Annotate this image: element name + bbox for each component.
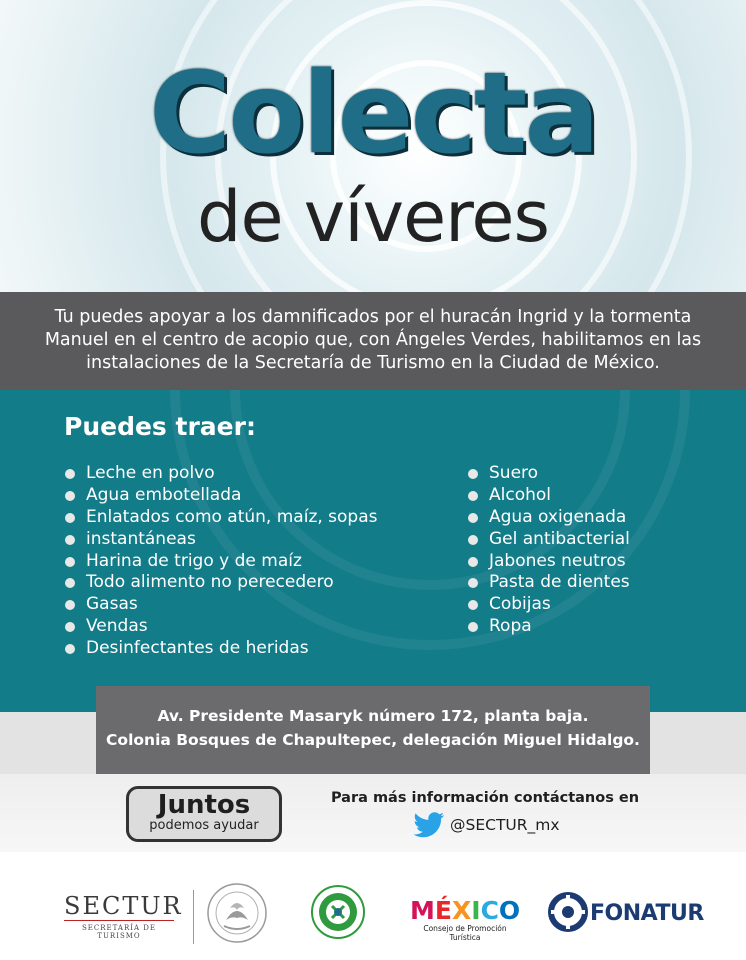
bullet-icon (468, 600, 478, 610)
list-item (65, 529, 378, 551)
list-item-label: Harina de trigo y de maíz (86, 550, 302, 571)
angeles-verdes-logo (311, 885, 365, 939)
fonatur-emblem-icon (548, 892, 588, 932)
badge-title: Juntos (157, 790, 251, 820)
list-item-label: Desinfectantes de heridas (86, 638, 309, 659)
fonatur-logo-text: FONATUR (590, 901, 704, 926)
list-heading: Puedes traer: (64, 412, 256, 441)
list-item (468, 551, 630, 573)
bullet-icon (468, 557, 478, 567)
bullet-icon (468, 491, 478, 501)
bullet-icon (468, 535, 478, 545)
logos-footer (0, 852, 746, 960)
bullet-icon (468, 622, 478, 632)
bullet-icon (65, 644, 75, 654)
twitter-bird-icon[interactable] (413, 812, 445, 838)
title-colecta: Colecta (149, 49, 597, 179)
bullet-icon (65, 622, 75, 632)
list-item-label: Alcohol (489, 484, 551, 505)
list-item-label: Agua oxigenada (489, 506, 627, 527)
bullet-icon (65, 557, 75, 567)
list-item (468, 507, 630, 529)
list-item-label: Agua embotellada (86, 484, 242, 505)
list-item-label: Jabones neutros (489, 550, 626, 571)
list-item (468, 572, 630, 594)
mexico-logo-subtitle: Consejo de Promoción Turística (423, 924, 507, 942)
list-item-label: Pasta de dientes (489, 572, 630, 593)
list-item (65, 572, 378, 594)
contact-band (0, 774, 746, 852)
items-section (0, 390, 746, 712)
list-item (65, 507, 378, 529)
bullet-icon (65, 513, 75, 523)
list-item-label: Gel antibacterial (489, 528, 630, 549)
items-list-left (65, 463, 378, 660)
contact-label: Para más información contáctanos en (330, 790, 640, 806)
list-item-label: Suero (489, 463, 539, 483)
list-item (468, 463, 630, 485)
logo-divider (193, 890, 194, 944)
list-item-label: Leche en polvo (86, 463, 215, 483)
sectur-logo-text: SECTUR (64, 892, 183, 920)
list-item-label: Gasas (86, 594, 138, 615)
bullet-icon (65, 535, 75, 545)
list-item-label: Todo alimento no perecedero (86, 572, 334, 593)
bullet-icon (65, 469, 75, 479)
mexico-logo-text: MÉXICO (410, 896, 521, 925)
list-item (65, 638, 378, 660)
list-item-label: Cobijas (489, 594, 551, 615)
list-item (468, 594, 630, 616)
list-item (468, 616, 630, 638)
list-item (65, 551, 378, 573)
twitter-handle[interactable]: @SECTUR_mx (450, 816, 560, 834)
bullet-icon (468, 469, 478, 479)
list-item-label: Vendas (86, 616, 148, 637)
list-item (65, 616, 378, 638)
list-item (468, 485, 630, 507)
list-item (468, 529, 630, 551)
items-list-right (468, 463, 630, 638)
mexico-logo (410, 898, 520, 942)
bullet-icon (65, 578, 75, 588)
address-line1: Av. Presidente Masaryk número 172, planta baja. (157, 707, 589, 725)
list-item (65, 594, 378, 616)
sectur-logo (64, 892, 183, 940)
bullet-icon (468, 513, 478, 523)
sectur-logo-subtitle: SECRETARÍA DE TURISMO (64, 920, 174, 940)
juntos-badge (126, 786, 282, 842)
intro-text: Tu puedes apoyar a los damnificados por el huracán Ingrid y la tormenta Manuel en el centro de acopio que, con Ángeles Verdes, habilitamos en las instalaciones de la Secretaría de Turismo en la Ciudad de México. (0, 292, 746, 390)
list-item (65, 485, 378, 507)
list-item-label: instantáneas (86, 528, 196, 549)
list-item-label: Enlatados como atún, maíz, sopas (86, 506, 378, 527)
address-box (96, 686, 650, 774)
bullet-icon (65, 491, 75, 501)
list-item (65, 463, 378, 485)
badge-subtitle: podemos ayudar (149, 818, 259, 833)
hero-section (0, 0, 746, 292)
bullet-icon (468, 578, 478, 588)
mexico-coat-of-arms-seal (206, 882, 268, 944)
list-item-label: Ropa (489, 616, 532, 637)
bullet-icon (65, 600, 75, 610)
title-de-viveres: de víveres (197, 176, 549, 258)
address-line2: Colonia Bosques de Chapultepec, delegación Miguel Hidalgo. (106, 731, 640, 749)
